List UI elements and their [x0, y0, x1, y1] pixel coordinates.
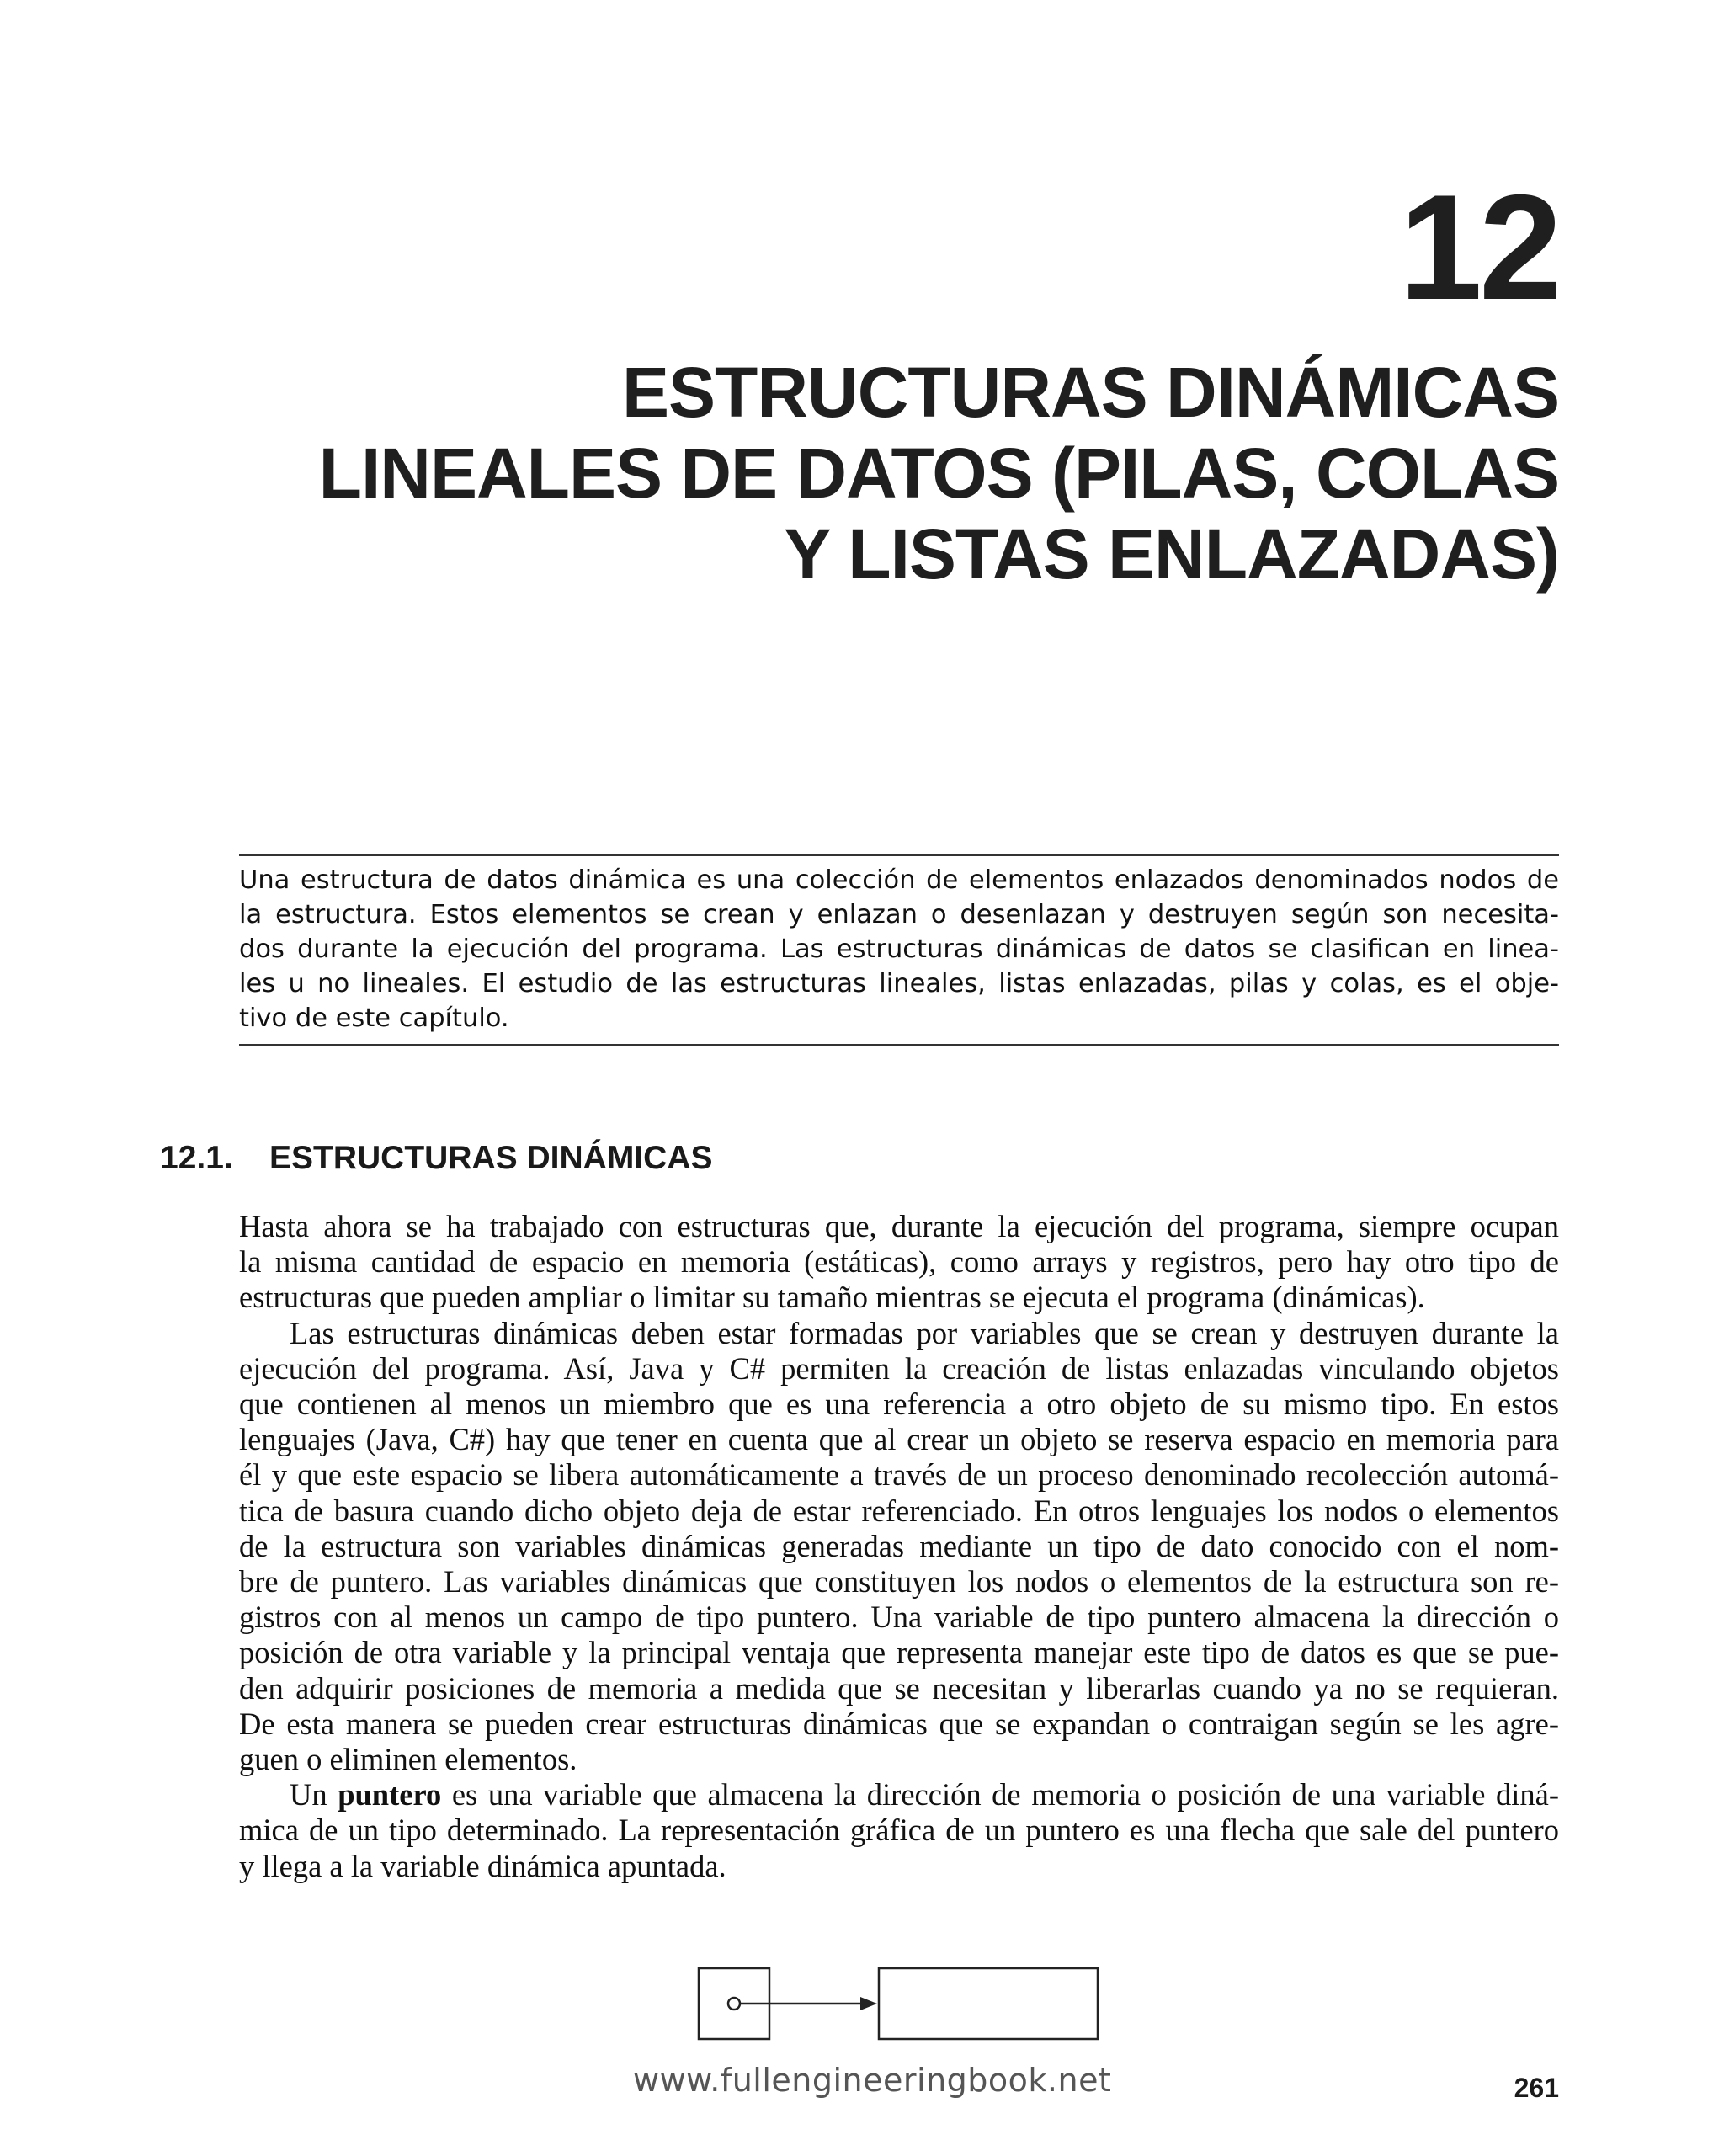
abstract-line: dos durante la ejecución del programa. Las estructuras dinámicas de datos se clasifican en linea- — [239, 934, 1559, 964]
body-line: la misma cantidad de espacio en memoria (estáticas), como arrays y registros, pero hay otro tipo de — [239, 1244, 1559, 1280]
paragraph-3 — [239, 1777, 1559, 1884]
body-line: él y que este espacio se libera automáticamente a través de un proceso denominado recolección automá- — [239, 1457, 1559, 1493]
body-line: gistros con al menos un campo de tipo puntero. Una variable de tipo puntero almacena la dirección o — [239, 1600, 1559, 1635]
dynamic-variable-box — [879, 1968, 1098, 2039]
body-line — [239, 1777, 1559, 1813]
body-line: estructuras que pueden ampliar o limitar su tamaño mientras se ejecuta el programa (dinámicas). — [239, 1280, 1425, 1315]
body-line: tica de basura cuando dicho objeto deja de estar referenciado. En otros lenguajes los nodos o elementos — [239, 1493, 1559, 1528]
chapter-title-line: Y LISTAS ENLAZADAS) — [784, 514, 1559, 594]
body-text-fragment: es una variable que almacena la dirección de memoria o posición de una variable diná- — [451, 1777, 1560, 1813]
body-line: de la estructura son variables dinámicas generadas mediante un tipo de dato conocido con el nom- — [239, 1528, 1559, 1563]
body-text-fragment: Un — [290, 1777, 327, 1813]
abstract-top-rule — [239, 854, 1559, 856]
body-line: lenguajes (Java, C#) hay que tener en cuenta que al crear un objeto se reserva espacio en memoria para — [239, 1422, 1559, 1457]
chapter-abstract — [239, 863, 1559, 1035]
pointer-diagram — [697, 1967, 1101, 2051]
pointer-origin-dot — [728, 1998, 740, 2010]
abstract-line: la estructura. Estos elementos se crean y enlazan o desenlazan y destruyen según son necesita- — [239, 900, 1559, 929]
page-number: 261 — [1514, 2073, 1559, 2103]
body-line: den adquirir posiciones de memoria a medida que se necesitan y liberarlas cuando ya no se requieran. — [239, 1670, 1559, 1706]
chapter-title-line: ESTRUCTURAS DINÁMICAS — [622, 353, 1559, 432]
pointer-arrow-head — [860, 1997, 877, 2010]
section-heading — [160, 1138, 713, 1179]
abstract-bottom-rule — [239, 1044, 1559, 1046]
bold-term-puntero: puntero — [338, 1777, 442, 1813]
body-line: Las estructuras dinámicas deben estar formadas por variables que se crean y destruyen durante la — [290, 1315, 1559, 1350]
paragraph-1 — [239, 1209, 1559, 1316]
chapter-title — [212, 352, 1559, 594]
chapter-number: 12 — [1399, 163, 1559, 331]
body-line: Hasta ahora se ha trabajado con estructuras que, durante la ejecución del programa, siempre ocupan — [239, 1209, 1559, 1243]
section-title: ESTRUCTURAS DINÁMICAS — [269, 1140, 713, 1176]
body-line: que contienen al menos un miembro que es una referencia a otro objeto de su mismo tipo. En estos — [239, 1387, 1559, 1422]
body-line: y llega a la variable dinámica apuntada. — [239, 1848, 726, 1883]
body-line: ejecución del programa. Así, Java y C# permiten la creación de listas enlazadas vinculando objetos — [239, 1350, 1559, 1386]
body-line: De esta manera se pueden crear estructuras dinámicas que se expandan o contraigan según se les agre- — [239, 1706, 1559, 1741]
footer-url: www.fullengineeringbook.net — [633, 2062, 1112, 2099]
abstract-line: Una estructura de datos dinámica es una colección de elementos enlazados denominados nodos de — [239, 865, 1559, 895]
body-text — [239, 1209, 1559, 1884]
body-line: posición de otra variable y la principal ventaja que representa manejar este tipo de datos es que se pue- — [239, 1635, 1559, 1670]
body-line: mica de un tipo determinado. La representación gráfica de un puntero es una flecha que sale del puntero — [239, 1813, 1559, 1848]
body-line: guen o eliminen elementos. — [239, 1742, 577, 1777]
abstract-line: les u no lineales. El estudio de las estructuras lineales, listas enlazadas, pilas y colas, es el obje- — [239, 969, 1559, 998]
body-line: bre de puntero. Las variables dinámicas que constituyen los nodos o elementos de la estructura son re- — [239, 1564, 1559, 1600]
paragraph-2 — [239, 1316, 1559, 1778]
chapter-title-line: LINEALES DE DATOS (PILAS, COLAS — [318, 434, 1559, 513]
abstract-line: tivo de este capítulo. — [239, 1003, 509, 1033]
section-number: 12.1. — [160, 1140, 233, 1176]
